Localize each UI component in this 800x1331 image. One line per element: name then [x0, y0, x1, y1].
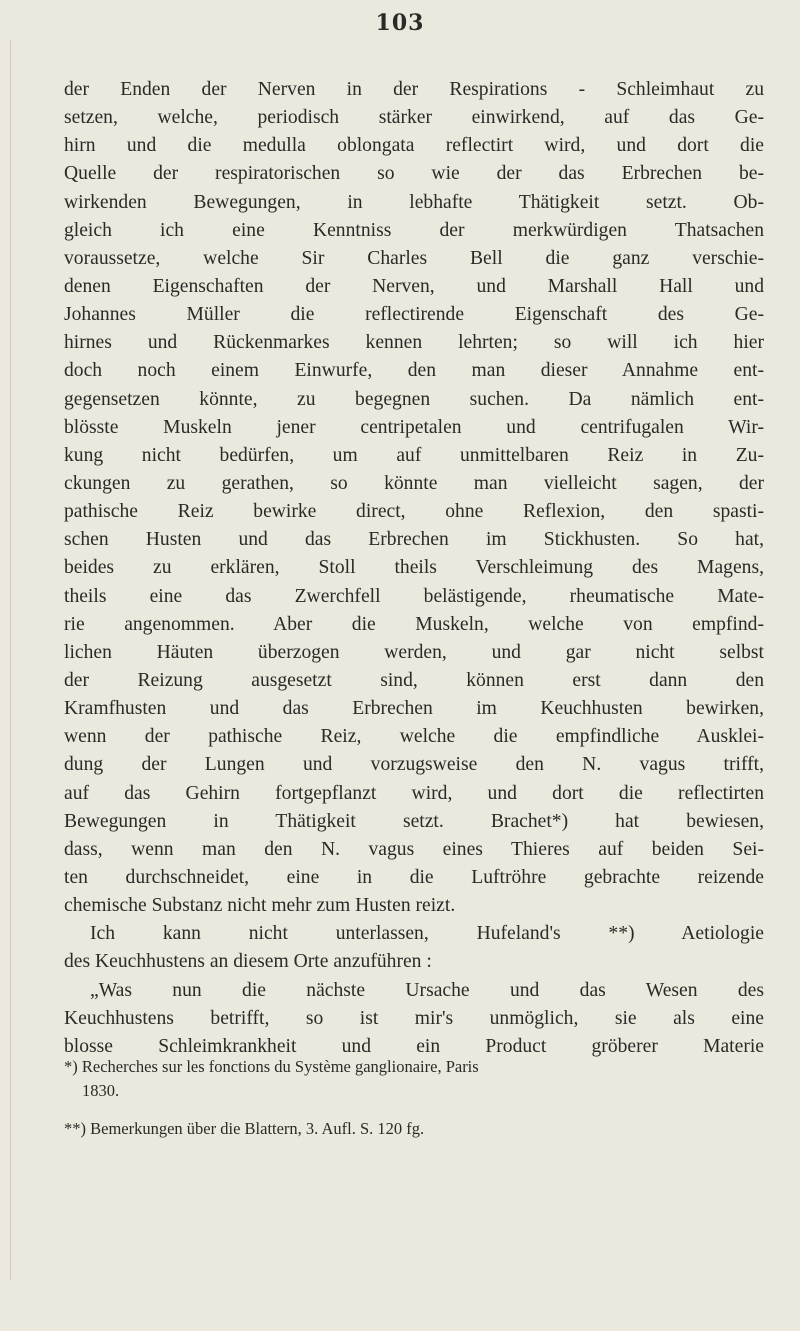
text-line: kung nicht bedürfen, um auf unmittelbaren Reiz in Zu- — [64, 444, 764, 466]
text-line: lichen Häuten überzogen werden, und gar nicht selbst — [64, 641, 764, 663]
text-line: dass, wenn man den N. vagus eines Thieres auf beiden Sei- — [64, 838, 764, 860]
footnote-2: **) Bemerkungen über die Blattern, 3. Aufl. S. 120 fg. — [64, 1119, 425, 1138]
text-line: des Keuchhustens an diesem Orte anzuführen : — [64, 951, 432, 973]
text-line: blösste Muskeln jener centripetalen und centrifugalen Wir- — [64, 416, 764, 438]
text-line: hirn und die medulla oblongata reflectirt wird, und dort die — [64, 135, 764, 157]
text-line: beides zu erklären, Stoll theils Verschleimung des Magens, — [64, 557, 764, 579]
text-line: dung der Lungen und vorzugsweise den N. vagus trifft, — [64, 754, 764, 776]
text-line: „Was nun die nächste Ursache und das Wesen des — [90, 979, 764, 1001]
text-line: hirnes und Rückenmarkes kennen lehrten; so will ich hier — [64, 332, 764, 354]
text-line: theils eine das Zwerchfell belästigende, rheumatische Mate- — [64, 585, 764, 607]
text-line: Ich kann nicht unterlassen, Hufeland's **) Aetiologie — [90, 923, 764, 945]
footnotes — [64, 1055, 764, 1141]
text-line: Bewegungen in Thätigkeit setzt. Brachet*) hat bewiesen, — [64, 810, 764, 832]
text-line: blosse Schleimkrankheit und ein Product gröberer Materie — [64, 1035, 764, 1057]
text-line: der Enden der Nerven in der Respirations - Schleimhaut zu — [64, 79, 764, 100]
text-line: chemische Substanz nicht mehr zum Husten reizt. — [64, 895, 456, 917]
footnote-1-continuation: 1830. — [82, 1081, 120, 1100]
text-line: Keuchhustens betrifft, so ist mir's unmöglich, sie als eine — [64, 1007, 764, 1029]
text-line: der Reizung ausgesetzt sind, können erst dann den — [64, 669, 764, 691]
text-line: setzen, welche, periodisch stärker einwirkend, auf das Ge- — [64, 107, 764, 129]
text-line: ten durchschneidet, eine in die Luftröhre gebrachte reizende — [64, 866, 764, 888]
text-line: rie angenommen. Aber die Muskeln, welche von empfind- — [64, 613, 764, 635]
text-line: pathische Reiz bewirke direct, ohne Reflexion, den spasti- — [64, 501, 764, 523]
text-line: auf das Gehirn fortgepflanzt wird, und dort die reflectirten — [64, 782, 764, 804]
text-line: gegensetzen könnte, zu begegnen suchen. Da nämlich ent- — [64, 388, 764, 410]
text-line: wenn der pathische Reiz, welche die empfindliche Ausklei- — [64, 726, 764, 748]
text-line: Kramfhusten und das Erbrechen im Keuchhusten bewirken, — [64, 698, 764, 720]
text-line: wirkenden Bewegungen, in lebhafte Thätigkeit setzt. Ob- — [64, 191, 764, 213]
text-line: schen Husten und das Erbrechen im Stickhusten. So hat, — [64, 529, 764, 551]
text-line: Quelle der respiratorischen so wie der das Erbrechen be- — [64, 163, 764, 185]
text-line: doch noch einem Einwurfe, den man dieser Annahme ent- — [64, 360, 764, 382]
text-line: Johannes Müller die reflectirende Eigenschaft des Ge- — [64, 304, 764, 326]
text-line: ckungen zu gerathen, so könnte man vielleicht sagen, der — [64, 472, 764, 494]
page-edge-line — [10, 40, 11, 1280]
footnote-1: *) Recherches sur les fonctions du Système ganglionaire, Paris — [64, 1057, 479, 1076]
body-text — [64, 76, 764, 1061]
page-number: 103 — [375, 10, 425, 36]
text-line: denen Eigenschaften der Nerven, und Marshall Hall und — [64, 275, 764, 297]
text-line: voraussetze, welche Sir Charles Bell die ganz verschie- — [64, 247, 764, 269]
text-line: gleich ich eine Kenntniss der merkwürdigen Thatsachen — [64, 219, 764, 241]
